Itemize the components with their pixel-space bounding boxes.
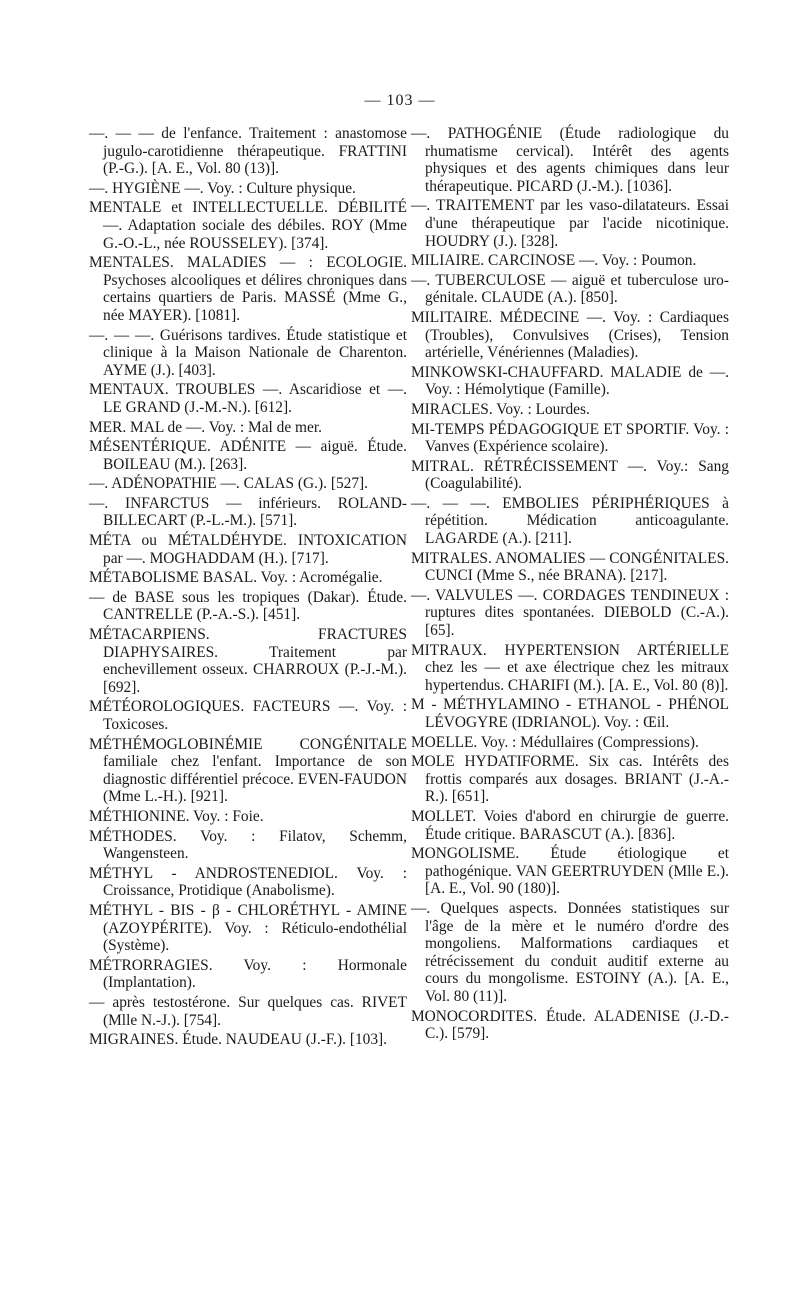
index-entry: —. HYGIÈNE —. Voy. : Culture physique.	[89, 179, 356, 197]
index-entry: MI-TEMPS PÉDAGOGIQUE ET SPORTIF. Voy. : Vanves (Expérience scolaire).	[411, 420, 729, 456]
index-entry: MOLE HYDATIFORME. Six cas. Intérêts des frottis comparés aux dosages. BRIANT (J.-A.-R.). [651].	[411, 753, 729, 806]
index-entry: —. PATHOGÉNIE (Étude radiologique du rhumatisme cervical). Intérêt des agents physiques et des agents chimiques dans leur thérapeutique. PICARD (J.-M.). [1036].	[411, 125, 729, 195]
index-entry: — de BASE sous les tropiques (Dakar). Étude. CANTRELLE (P.-A.-S.). [451].	[89, 588, 407, 624]
index-entry: MÉTRORRAGIES. Voy. : Hormonale (Implantation).	[89, 956, 407, 992]
index-entry: MÉTA ou MÉTALDÉHYDE. INTOXICATION par —. MOGHADDAM (H.). [717].	[89, 532, 407, 567]
index-entry: —. Quelques aspects. Données statistiques sur l'âge de la mère et le numéro d'ordre des mongoliens. Malformations cardiaques et rétrécissement du conduit auditif externe au cours du mongolisme. ESTOINY (A.). [A. E., Vol. 80 (11)].	[411, 899, 729, 1005]
index-entry: MOELLE. Voy. : Médullaires (Compressions).	[411, 733, 699, 751]
index-entry: MILITAIRE. MÉDECINE —. Voy. : Cardiaques (Troubles), Convulsives (Crises), Tension artérielle, Vénériennes (Maladies).	[411, 308, 729, 362]
index-entry: MER. MAL de —. Voy. : Mal de mer.	[89, 418, 322, 436]
right-column	[411, 125, 729, 1045]
index-entry: —. TRAITEMENT par les vaso-dilatateurs. Essai d'une thérapeutique par l'acide nicotinique. HOUDRY (J.). [328].	[411, 197, 729, 250]
index-entry: —. ADÉNOPATHIE —. CALAS (G.). [527].	[89, 475, 369, 493]
index-entry: —. — —. Guérisons tardives. Étude statistique et clinique à la Maison Nationale de Charenton. AYME (J.). [403].	[89, 326, 407, 379]
index-entry: MENTAUX. TROUBLES —. Ascaridiose et —. LE GRAND (J.-M.-N.). [612].	[89, 381, 407, 416]
index-entry: MITRAUX. HYPERTENSION ARTÉRIELLE chez les — et axe électrique chez les mitraux hypertendus. CHARIFI (M.). [A. E., Vol. 80 (8)].	[411, 641, 729, 694]
index-entry: MÉTABOLISME BASAL. Voy. : Acromégalie.	[89, 569, 383, 587]
index-entry: MÉTHYL - ANDROSTENEDIOL. Voy. : Croissance, Protidique (Anabolisme).	[89, 864, 407, 900]
left-column	[89, 125, 407, 1051]
index-entry: —. INFARCTUS — inférieurs. ROLAND-BILLECART (P.-L.-M.). [571].	[89, 494, 407, 530]
index-entry: — après testostérone. Sur quelques cas. RIVET (Mlle N.-J.). [754].	[89, 993, 407, 1029]
index-entry: MÉTHÉMOGLOBINÉMIE CONGÉNITALE familiale chez l'enfant. Importance de son diagnostic différentiel précoce. EVEN-FAUDON (Mme L.-H.). [921].	[89, 735, 407, 806]
index-entry: MITRAL. RÉTRÉCISSEMENT —. Voy.: Sang (Coagulabilité).	[411, 457, 729, 493]
index-entry: MENTALES. MALADIES — : ECOLOGIE. Psychoses alcooliques et délires chroniques dans certains quartiers de Paris. MASSÉ (Mme G., née MAYER). [1081].	[89, 254, 407, 324]
index-entry: MILIAIRE. CARCINOSE —. Voy. : Poumon.	[411, 252, 697, 270]
index-entry: MIGRAINES. Étude. NAUDEAU (J.-F.). [103].	[89, 1031, 387, 1049]
index-entry: —. — —. EMBOLIES PÉRIPHÉRIQUES à répétition. Médication anticoagulante. LAGARDE (A.). [211].	[411, 494, 729, 548]
index-entry: MITRALES. ANOMALIES — CONGÉNITALES. CUNCI (Mme S., née BRANA). [217].	[411, 549, 729, 585]
index-entry: MOLLET. Voies d'abord en chirurgie de guerre. Étude critique. BARASCUT (A.). [836].	[411, 807, 729, 843]
page-number: — 103 —	[364, 92, 436, 109]
index-entry: MÉTHIONINE. Voy. : Foie.	[89, 807, 264, 825]
index-entry: —. — — de l'enfance. Traitement : anastomose jugulo-carotidienne thérapeutique. FRATTINI (P.-G.). [A. E., Vol. 80 (13)].	[89, 125, 407, 178]
index-entry: MENTALE et INTELLECTUELLE. DÉBILITÉ —. Adaptation sociale des débiles. ROY (Mme G.-O.-L., née ROUSSELEY). [374].	[89, 199, 407, 252]
index-entry: —. TUBERCULOSE — aiguë et tuberculose uro-génitale. CLAUDE (A.). [850].	[411, 271, 729, 307]
index-entry: MÉTACARPIENS. FRACTURES DIAPHYSAIRES. Traitement par enchevillement osseux. CHARROUX (P.-J.-M.). [692].	[89, 626, 407, 696]
index-entry: MIRACLES. Voy. : Lourdes.	[411, 400, 590, 418]
index-entry: M - MÉTHYLAMINO - ETHANOL - PHÉNOL LÉVOGYRE (IDRIANOL). Voy. : Œil.	[411, 696, 729, 731]
index-entry: —. VALVULES —. CORDAGES TENDINEUX : ruptures dites spontanées. DIEBOLD (C.-A.). [65].	[411, 586, 729, 640]
index-entry: MÉSENTÉRIQUE. ADÉNITE — aiguë. Étude. BOILEAU (M.). [263].	[89, 438, 407, 473]
index-entry: MONGOLISME. Étude étiologique et pathogénique. VAN GEERTRUYDEN (Mlle E.). [A. E., Vol. 90 (180)].	[411, 845, 729, 898]
index-entry: MINKOWSKI-CHAUFFARD. MALADIE de —. Voy. : Hémolytique (Famille).	[411, 363, 729, 399]
index-entry: MONOCORDITES. Étude. ALADENISE (J.-D.-C.). [579].	[411, 1007, 729, 1043]
index-entry: MÉTÉOROLOGIQUES. FACTEURS —. Voy. : Toxicoses.	[89, 698, 407, 733]
index-entry: MÉTHYL - BIS - β - CHLORÉTHYL - AMINE (AZOYPÉRITE). Voy. : Réticulo-endothélial (Système).	[89, 901, 407, 955]
index-entry: MÉTHODES. Voy. : Filatov, Schemm, Wangensteen.	[89, 827, 407, 863]
